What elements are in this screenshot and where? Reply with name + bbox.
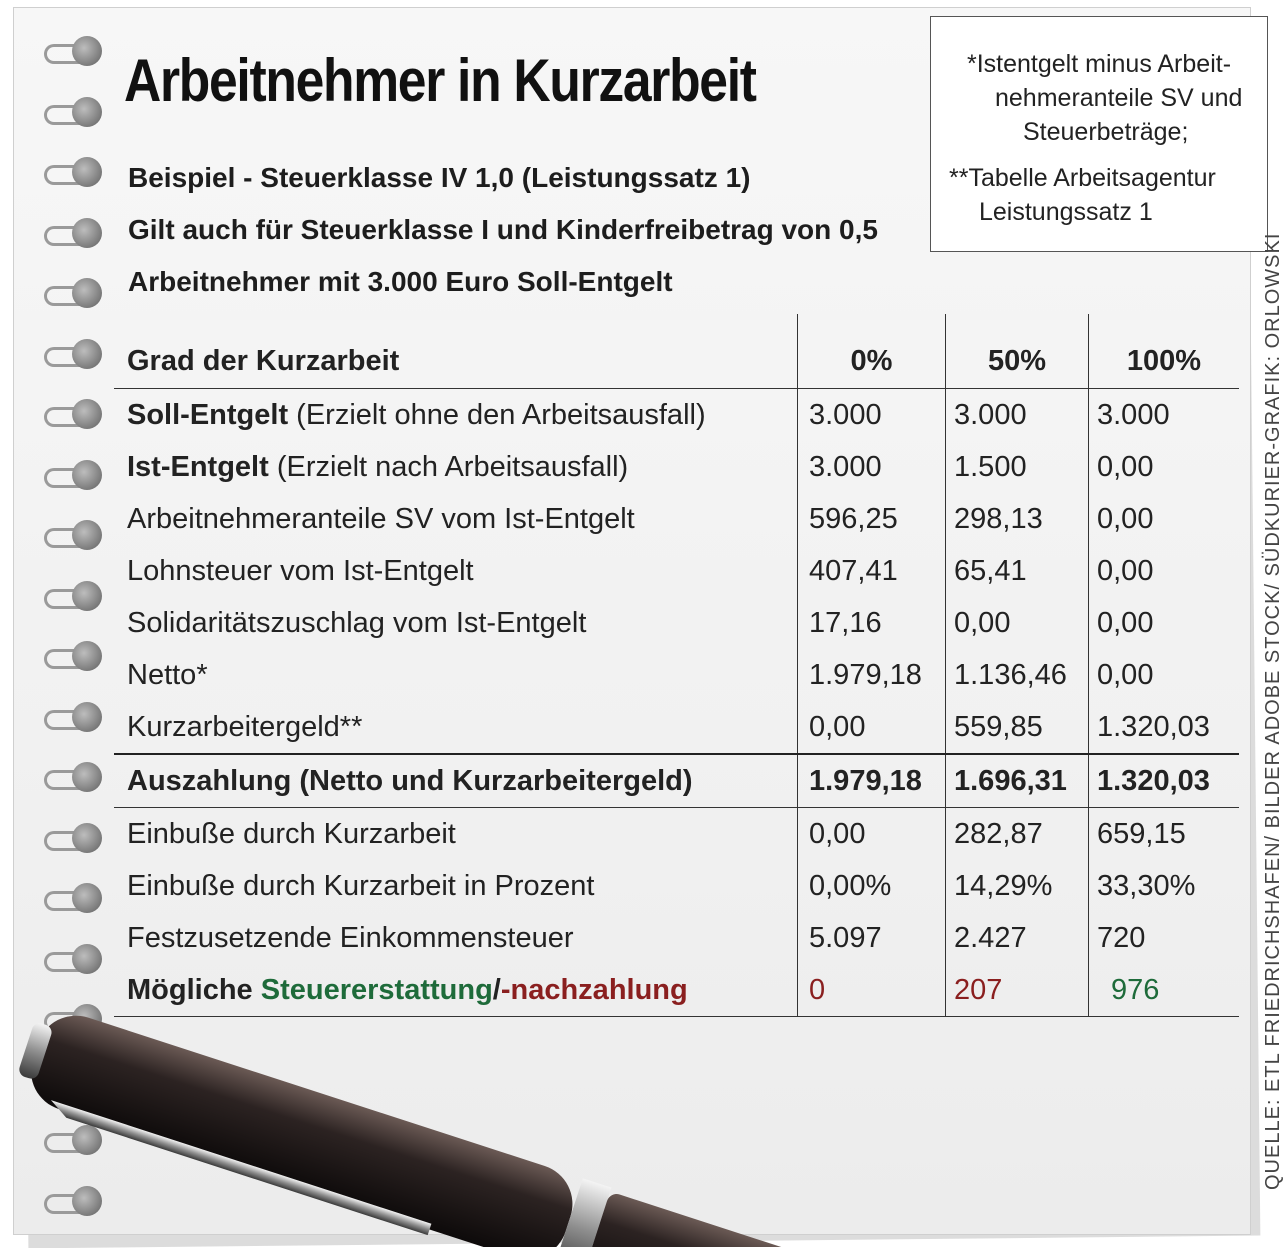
row-label — [114, 701, 798, 754]
table-row — [114, 597, 1239, 649]
cell-value: 0,00 — [798, 701, 946, 754]
cell-value: 0 — [798, 964, 946, 1017]
header-100-percent: 100% — [1089, 314, 1240, 389]
table-row — [114, 860, 1239, 912]
cell-value: 0,00 — [1089, 597, 1240, 649]
cell-value: 559,85 — [946, 701, 1089, 754]
header-50-percent: 50% — [946, 314, 1089, 389]
cell-value: 0,00 — [946, 597, 1089, 649]
row-label-bold: Ist-Entgelt — [127, 450, 269, 483]
cell-value: 207 — [946, 964, 1089, 1017]
binding-hole — [72, 97, 102, 127]
row-label — [114, 493, 798, 545]
row-label-text: Solidaritätszuschlag vom Ist-Entgelt — [127, 606, 587, 639]
page-title: Arbeitnehmer in Kurzarbeit — [124, 47, 756, 114]
row-label: Einbuße durch Kurzarbeit in Prozent — [127, 869, 595, 902]
binding-hole — [72, 823, 102, 853]
cell-value: 65,41 — [946, 545, 1089, 597]
cell-value: 1.979,18 — [798, 649, 946, 701]
footnote-box — [930, 16, 1268, 252]
cell-value: 1.979,18 — [798, 754, 946, 808]
binding-hole — [72, 883, 102, 913]
subtitle-salary: Arbeitnehmer mit 3.000 Euro Soll-Entgelt — [128, 266, 673, 297]
label-erstattung: Steuererstattung — [260, 973, 493, 1006]
table-row-auszahlung — [114, 754, 1239, 808]
binding-hole — [72, 218, 102, 248]
cell-value: 0,00 — [798, 808, 946, 861]
subtitle-tax-class: Gilt auch für Steuerklasse I und Kinderfreibetrag von 0,5 — [128, 214, 878, 245]
row-label: Festzusetzende Einkommensteuer — [127, 921, 574, 954]
row-label-bold: Soll-Entgelt — [127, 398, 289, 431]
cell-value: 298,13 — [946, 493, 1089, 545]
binding-hole — [72, 157, 102, 187]
table-row-steuer — [114, 964, 1239, 1017]
row-label-text: Kurzarbeitergeld** — [127, 710, 363, 743]
binding-hole — [72, 1065, 102, 1095]
binding-hole — [72, 641, 102, 671]
table-row — [114, 808, 1239, 861]
footnote-kurzarbeitergeld — [949, 161, 1216, 229]
table-row — [114, 701, 1239, 754]
table-row — [114, 441, 1239, 493]
binding-hole — [72, 278, 102, 308]
row-label — [114, 545, 798, 597]
binding-hole — [72, 339, 102, 369]
binding-hole — [72, 1004, 102, 1034]
binding-hole — [72, 762, 102, 792]
cell-value: 1.320,03 — [1089, 701, 1240, 754]
cell-value: 2.427 — [946, 912, 1089, 964]
row-label-text: (Erzielt nach Arbeitsausfall) — [268, 450, 629, 483]
row-label-text: Arbeitnehmeranteile SV vom Ist-Entgelt — [127, 502, 635, 535]
row-label — [114, 389, 798, 442]
row-label — [114, 597, 798, 649]
cell-value: 0,00 — [1089, 493, 1240, 545]
label-part: / — [492, 973, 501, 1006]
cell-value: 3.000 — [1089, 389, 1240, 442]
row-label — [114, 649, 798, 701]
cell-value: 659,15 — [1089, 808, 1240, 861]
cell-value: 0,00 — [1089, 649, 1240, 701]
table-row — [114, 389, 1239, 442]
cell-value: 1.136,46 — [946, 649, 1089, 701]
row-label: Einbuße durch Kurzarbeit — [127, 817, 456, 850]
binding-hole — [72, 702, 102, 732]
cell-value: 3.000 — [798, 441, 946, 493]
cell-value: 33,30% — [1089, 860, 1240, 912]
cell-value: 14,29% — [946, 860, 1089, 912]
binding-hole — [72, 520, 102, 550]
cell-value: 720 — [1089, 912, 1240, 964]
subtitle-example: Beispiel - Steuerklasse IV 1,0 (Leistungssatz 1) — [128, 162, 751, 193]
footnote-line: Leistungssatz 1 — [979, 198, 1153, 226]
row-label-text: Lohnsteuer vom Ist-Entgelt — [127, 554, 474, 587]
cell-value: 1.320,03 — [1089, 754, 1240, 808]
binding-hole — [72, 399, 102, 429]
header-label: Grad der Kurzarbeit — [114, 314, 798, 389]
cell-value: 976 — [1089, 964, 1240, 1017]
row-label — [114, 964, 798, 1017]
binding-hole — [72, 1186, 102, 1216]
footnote-line: nehmeranteile SV und — [995, 84, 1243, 112]
cell-value: 0,00 — [1089, 441, 1240, 493]
table-row — [114, 649, 1239, 701]
cell-value: 407,41 — [798, 545, 946, 597]
binding-hole — [72, 944, 102, 974]
row-label-text: (Erzielt ohne den Arbeitsausfall) — [288, 398, 706, 431]
cell-value: 282,87 — [946, 808, 1089, 861]
header-0-percent: 0% — [798, 314, 946, 389]
kurzarbeit-table — [114, 314, 1239, 1017]
cell-value: 0,00% — [798, 860, 946, 912]
footnote-line: Steuerbeträge; — [1023, 118, 1189, 146]
row-label — [114, 441, 798, 493]
label-part: Mögliche — [127, 973, 261, 1006]
cell-value: 0,00 — [1089, 545, 1240, 597]
footnote-netto — [967, 47, 1242, 149]
binding-hole — [72, 581, 102, 611]
label-nachzahlung: -nachzahlung — [500, 973, 688, 1006]
binding-hole — [72, 36, 102, 66]
binding-hole — [72, 1125, 102, 1155]
footnote-line: *Istentgelt minus Arbeit- — [967, 50, 1232, 78]
cell-value: 3.000 — [798, 389, 946, 442]
cell-value: 5.097 — [798, 912, 946, 964]
cell-value: 1.696,31 — [946, 754, 1089, 808]
table-row — [114, 545, 1239, 597]
binding-hole — [72, 460, 102, 490]
row-label-text: Netto* — [127, 658, 208, 691]
footnote-line: **Tabelle Arbeitsagentur — [949, 164, 1216, 192]
row-label: Auszahlung (Netto und Kurzarbeitergeld) — [114, 754, 798, 808]
cell-value: 1.500 — [946, 441, 1089, 493]
cell-value: 17,16 — [798, 597, 946, 649]
table-row — [114, 912, 1239, 964]
table-header-row — [114, 314, 1239, 389]
cell-value: 596,25 — [798, 493, 946, 545]
source-credit: QUELLE: ETL FRIEDRICHSHAFEN/ BILDER ADOBE STOCK/ SÜDKURIER-GRAFIK: ORLOWSKI — [1262, 232, 1284, 1190]
cell-value: 3.000 — [946, 389, 1089, 442]
table-row — [114, 493, 1239, 545]
